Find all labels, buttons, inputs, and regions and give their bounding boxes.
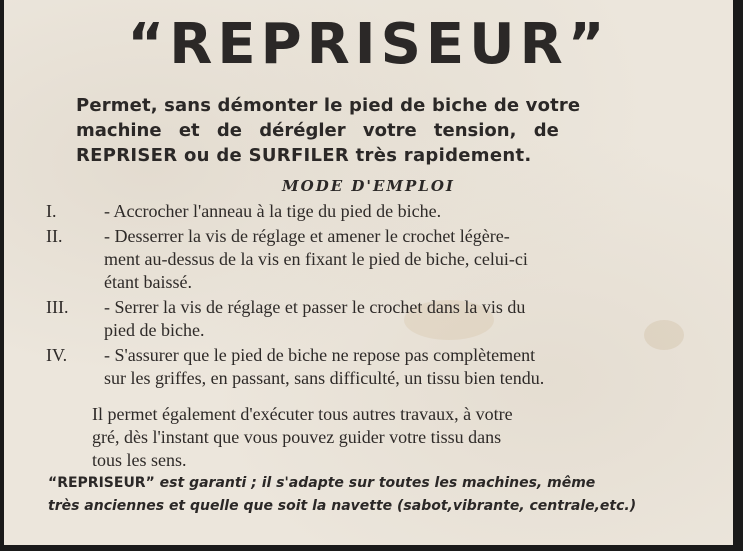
step-line: ment au-dessus de la vis en fixant le pied de biche, celui-ci — [104, 249, 528, 269]
instruction-step — [46, 344, 706, 390]
step-number: III. — [46, 297, 69, 317]
footer-line: très anciennes et quelle que soit la navette (sabot,vibrante, centrale,etc.) — [48, 498, 637, 514]
instruction-step — [46, 296, 706, 342]
step-line: - Accrocher l'anneau à la tige du pied de biche. — [104, 201, 442, 221]
section-heading: MODE D'EMPLOI — [282, 177, 455, 195]
step-line: pied de biche. — [104, 320, 205, 340]
step-text — [104, 296, 706, 342]
intro-paragraph — [76, 93, 666, 168]
instruction-step — [46, 225, 706, 294]
step-number: IV. — [46, 345, 68, 365]
intro-line: machine et de dérégler votre tension, de — [76, 120, 559, 141]
step-text — [104, 200, 706, 223]
intro-line: REPRISER ou de SURFILER très rapidement. — [76, 145, 532, 166]
step-line: - Serrer la vis de réglage et passer le crochet dans la vis du — [104, 297, 526, 317]
instruction-step — [46, 200, 706, 223]
document-page — [4, 0, 733, 545]
footer-brand: “REPRISEUR” — [48, 475, 155, 491]
page-title: “REPRISEUR” — [127, 12, 610, 77]
step-text — [104, 225, 706, 294]
note-line: Il permet également d'exécuter tous autres travaux, à votre — [92, 404, 513, 424]
note-line: gré, dès l'instant que vous pouvez guider votre tissu dans — [92, 427, 502, 447]
step-number: I. — [46, 201, 57, 221]
footer-text: est garanti ; il s'adapte sur toutes les machines, même — [154, 475, 596, 491]
step-line: - Desserrer la vis de réglage et amener le crochet légère- — [104, 226, 510, 246]
guarantee-footer — [48, 472, 708, 518]
note-paragraph — [92, 403, 707, 472]
step-line: - S'assurer que le pied de biche ne repose pas complètement — [104, 345, 536, 365]
note-line: tous les sens. — [92, 450, 187, 470]
step-line: sur les griffes, en passant, sans difficulté, un tissu bien tendu. — [104, 368, 545, 388]
footer-line — [48, 472, 708, 495]
intro-line: Permet, sans démonter le pied de biche de votre — [76, 95, 581, 116]
step-line: étant baissé. — [104, 272, 192, 292]
step-text — [104, 344, 706, 390]
step-number: II. — [46, 226, 63, 246]
instruction-list — [46, 200, 706, 392]
